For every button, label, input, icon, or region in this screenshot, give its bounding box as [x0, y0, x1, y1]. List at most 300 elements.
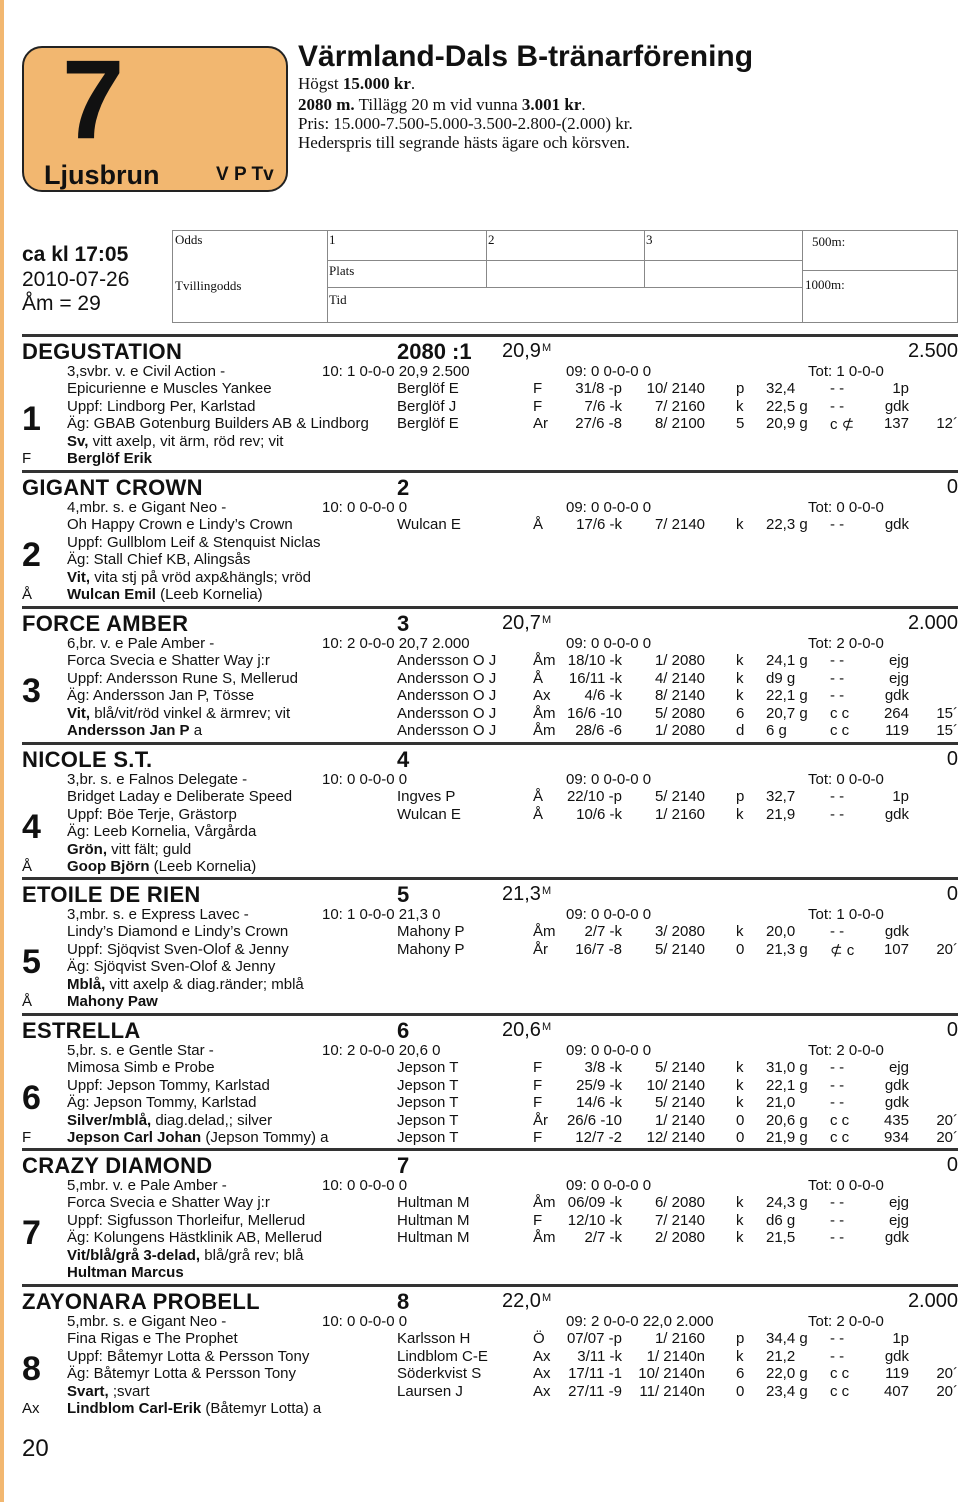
colors-main: Silver/mblå, [67, 1111, 152, 1129]
start-date: 4/6 -k [584, 687, 622, 705]
start-placing: 4/ 2140 [654, 669, 705, 687]
track-name: Ljusbrun [44, 160, 160, 190]
start-track: Å [533, 788, 544, 806]
start-track-cond: 6 [736, 1365, 745, 1383]
start-track: Ax [533, 1365, 551, 1383]
start-number: 7 [22, 1213, 41, 1252]
start-time: 20,0 [766, 923, 796, 941]
horse-separator [22, 742, 958, 745]
race-prizes: Pris: 15.000-7.500-5.000-3.500-2.800-(2.000) kr. [298, 114, 633, 133]
driver [67, 993, 158, 1010]
start-track-cond: k [736, 1094, 744, 1112]
driver-note: (Båtemyr Lotta) a [201, 1400, 322, 1417]
post-position: 7 [397, 1153, 410, 1178]
1000m-label: 1000m: [805, 277, 845, 292]
start-time: 22,3 g [766, 516, 808, 534]
driver-name: Lindblom Carl-Erik [67, 1400, 202, 1417]
start-track: Ax [533, 687, 551, 705]
start-track-cond: k [736, 923, 744, 941]
start-driver: Hultman M [397, 1194, 470, 1212]
horse-info: 6,br. v. e Pale Amber - [67, 635, 215, 652]
start-odds: ejg [888, 669, 909, 687]
start-track: Å [533, 669, 544, 687]
place-1-label: 1 [329, 232, 336, 247]
start-driver: Jepson T [397, 1076, 459, 1094]
start-track-cond: p [736, 380, 745, 398]
horse-separator [22, 1284, 958, 1287]
start-odds: 137 [883, 415, 909, 433]
start-odds: gdk [884, 516, 909, 534]
horse-info: 3,br. s. e Falnos Delegate - [67, 771, 248, 788]
stats-2009: 09: 0 0-0-0 0 [566, 499, 652, 516]
start-prize: 15´ [936, 704, 958, 722]
start-driver: Laursen J [397, 1382, 463, 1400]
start-driver: Andersson O J [397, 722, 497, 739]
start-time: 22,1 g [766, 687, 808, 705]
post-position: 2080 :1 [397, 339, 472, 364]
colors-main: Sv, [67, 432, 89, 450]
horse-info: 5,mbr. v. e Pale Amber - [67, 1177, 227, 1194]
start-prize: 20´ [936, 1365, 958, 1383]
start-track: År [533, 940, 548, 958]
start-date: 17/6 -k [576, 516, 622, 534]
start-track-cond: 0 [736, 1129, 745, 1146]
start-date: 18/10 -k [567, 652, 622, 670]
record-time: 20,7 [502, 612, 541, 634]
start-time: 21,9 [766, 805, 796, 823]
start-driver: Andersson O J [397, 669, 497, 687]
stats-2010: 10: 2 0-0-0 20,6 0 [322, 1042, 441, 1059]
colors [67, 841, 191, 858]
owner: Äg: GBAB Gotenburg Builders AB & Lindborg [67, 415, 369, 433]
start-shoe-info: c c [830, 1111, 850, 1129]
colors-detail: diag.delad,; silver [151, 1111, 273, 1129]
start-driver: Berglöf E [397, 415, 459, 433]
start-placing: 2/ 2080 [654, 1229, 705, 1247]
driver-note: (Leeb Kornelia) [155, 586, 263, 603]
stats-2010: 10: 2 0-0-0 20,7 2.000 [322, 635, 470, 652]
start-track-cond: k [736, 805, 744, 823]
start-driver: Jepson T [397, 1111, 459, 1129]
record-type: M [541, 1292, 552, 1304]
start-placing: 6/ 2080 [654, 1194, 705, 1212]
odds-label: Odds [175, 232, 203, 247]
start-driver: Ingves P [397, 788, 456, 806]
colors-main: Vit, [67, 704, 91, 722]
start-shoe-info: c c [830, 1382, 850, 1400]
start-odds: 1p [892, 788, 909, 806]
start-odds: gdk [884, 1229, 909, 1247]
stats-total: Tot: 2 0-0-0 [808, 1313, 884, 1330]
start-odds: 107 [883, 940, 909, 958]
start-placing: 1/ 2080 [654, 652, 705, 670]
start-date: 06/09 -k [567, 1194, 622, 1212]
stats-2010: 10: 1 0-0-0 20,9 2.500 [322, 363, 470, 380]
start-placing: 1/ 2140n [646, 1347, 705, 1365]
stats-2009: 09: 0 0-0-0 0 [566, 1177, 652, 1194]
start-placing: 1/ 2140 [654, 1111, 705, 1129]
start-odds: 435 [883, 1111, 909, 1129]
start-date: 2/7 -k [584, 923, 622, 941]
start-shoe-info: - - [830, 397, 845, 415]
colors-main: Mblå, [67, 975, 106, 993]
start-odds: 1p [892, 1330, 909, 1348]
start-track-cond: 0 [736, 1111, 745, 1129]
start-odds: gdk [884, 923, 909, 941]
start-shoe-info: c c [830, 1365, 850, 1383]
start-odds: 119 [885, 722, 909, 739]
start-date: 10/6 -k [576, 805, 622, 823]
record-type: M [541, 885, 552, 897]
colors [67, 1383, 150, 1400]
start-shoe-info: - - [830, 1211, 845, 1229]
start-time: 32,4 [766, 380, 796, 398]
owner: Äg: Båtemyr Lotta & Persson Tony [67, 1365, 297, 1383]
start-odds: gdk [884, 1076, 909, 1094]
start-prize: 15´ [936, 722, 958, 739]
breeder: Uppf: Sigfusson Thorleifur, Mellerud [67, 1211, 306, 1229]
stats-2010: 10: 0 0-0-0 0 [322, 771, 408, 788]
record-type: M [541, 342, 552, 354]
start-odds: ejg [888, 1059, 909, 1077]
grid-line [486, 230, 487, 287]
page-number: 20 [22, 1435, 49, 1462]
race-honorary-prize: Hederspris till segrande hästs ägare och körsven. [298, 133, 630, 152]
owner: Äg: Andersson Jan P, Tösse [67, 687, 255, 705]
start-shoe-info: - - [830, 380, 845, 398]
start-date: 16/6 -10 [566, 704, 622, 722]
breeder: Uppf: Lindborg Per, Karlstad [67, 397, 256, 415]
start-placing: 8/ 2100 [654, 415, 705, 433]
driver-note: (Leeb Kornelia) [149, 858, 257, 875]
start-prize: 20´ [936, 940, 958, 958]
start-track: År [533, 1111, 548, 1129]
record-time: 20,6 [502, 1019, 541, 1041]
start-placing: 7/ 2140 [654, 1211, 705, 1229]
shoe-marker: F [22, 1129, 32, 1146]
owner: Äg: Kolungens Hästklinik AB, Mellerud [67, 1229, 323, 1247]
pedigree: Epicurienne e Muscles Yankee [67, 380, 272, 398]
stats-2009: 09: 0 0-0-0 0 [566, 363, 652, 380]
start-date: 27/6 -8 [575, 415, 622, 433]
colors-detail: vitt fält; guld [107, 840, 192, 858]
start-date: 3/8 -k [584, 1059, 622, 1077]
stats-total: Tot: 1 0-0-0 [808, 906, 884, 923]
start-track: F [533, 397, 543, 415]
earnings: 0 [946, 476, 958, 498]
start-odds: ejg [888, 1211, 909, 1229]
breeder: Uppf: Sjöqvist Sven-Olof & Jenny [67, 940, 289, 958]
start-driver: Jepson T [397, 1129, 459, 1146]
start-time: 24,3 g [766, 1194, 808, 1212]
pedigree: Forca Svecia e Shatter Way j:r [67, 652, 270, 670]
stats-total: Tot: 0 0-0-0 [808, 1177, 884, 1194]
grid-line [327, 230, 328, 322]
horse-name: NICOLE S.T. [22, 747, 153, 772]
horse-separator [22, 1013, 958, 1016]
pedigree: Lindy’s Diamond e Lindy’s Crown [67, 923, 289, 941]
start-track-cond: k [736, 1211, 744, 1229]
shoe-marker: Å [22, 858, 33, 875]
breeder: Uppf: Andersson Rune S, Mellerud [67, 669, 298, 687]
stats-2009: 09: 2 0-0-0 22,0 2.000 [566, 1313, 714, 1330]
start-date: 14/6 -k [576, 1094, 622, 1112]
driver [67, 450, 152, 467]
driver-name: Hultman Marcus [67, 1264, 184, 1281]
start-shoe-info: - - [830, 669, 845, 687]
start-prize: 20´ [936, 1129, 958, 1146]
start-track-cond: p [736, 1330, 745, 1348]
start-time: 20,9 g [766, 415, 808, 433]
start-time: 20,7 g [766, 704, 808, 722]
start-track: F [533, 1076, 543, 1094]
owner: Äg: Jepson Tommy, Karlstad [67, 1094, 257, 1112]
start-track: Å [533, 805, 544, 823]
race-title: Värmland-Dals B-tränarförening [298, 40, 754, 73]
start-track-cond: 5 [736, 415, 745, 433]
start-driver: Lindblom C-E [397, 1347, 488, 1365]
start-number: 5 [22, 942, 41, 981]
driver [67, 586, 263, 603]
horse-name: ETOILE DE RIEN [22, 882, 201, 907]
colors [67, 976, 304, 993]
start-time: 31,0 g [766, 1059, 808, 1077]
earnings: 2.000 [907, 1290, 958, 1312]
start-driver: Jepson T [397, 1094, 459, 1112]
earnings: 0 [946, 1154, 958, 1176]
record-time: 21,3 [502, 883, 541, 905]
stats-total: Tot: 0 0-0-0 [808, 499, 884, 516]
start-date: 16/7 -8 [575, 940, 622, 958]
driver-name: Berglöf Erik [67, 450, 153, 467]
start-track: Åm [533, 1229, 556, 1247]
start-date: 25/9 -k [576, 1076, 622, 1094]
start-number: 2 [22, 535, 41, 574]
race-number: 7 [62, 37, 121, 162]
tvillingodds-label: Tvillingodds [175, 278, 242, 293]
start-track: F [533, 1129, 543, 1146]
start-odds: 119 [885, 1365, 909, 1383]
start-placing: 10/ 2140n [638, 1365, 705, 1383]
start-driver: Wulcan E [397, 516, 461, 534]
driver-name: Andersson Jan P [67, 722, 190, 739]
start-driver: Andersson O J [397, 652, 497, 670]
horse-separator [22, 877, 958, 880]
start-shoe-info: c c [830, 704, 850, 722]
start-time: d6 g [766, 1211, 796, 1229]
start-track: Åm [533, 1194, 556, 1212]
start-driver: Wulcan E [397, 805, 461, 823]
stats-total: Tot: 1 0-0-0 [808, 363, 884, 380]
start-placing: 5/ 2140 [654, 788, 705, 806]
stats-2010: 10: 1 0-0-0 21,3 0 [322, 906, 441, 923]
record-type: M [541, 1021, 552, 1033]
pedigree: Bridget Laday e Deliberate Speed [67, 788, 293, 806]
race-condition-1: Högst 15.000 kr. [298, 74, 416, 93]
colors [67, 433, 283, 450]
grid-line [172, 230, 958, 231]
start-time: 21,9 g [766, 1129, 808, 1146]
page-edge-stripe [0, 0, 4, 1502]
start-placing: 10/ 2140 [646, 380, 705, 398]
start-driver: Andersson O J [397, 687, 497, 705]
stats-2009: 09: 0 0-0-0 0 [566, 906, 652, 923]
best-record [502, 1019, 551, 1042]
plats-label: Plats [329, 263, 355, 278]
start-time: 20,6 g [766, 1111, 808, 1129]
start-driver: Andersson O J [397, 704, 497, 722]
start-track-cond: k [736, 1076, 744, 1094]
start-odds: gdk [884, 805, 909, 823]
start-shoe-info: ⊄ c [830, 941, 855, 959]
best-record [502, 1290, 551, 1313]
start-driver: Mahony P [397, 940, 465, 958]
horse-info: 3,svbr. v. e Civil Action - [67, 363, 226, 380]
record-type: M [541, 614, 552, 626]
horse-name: CRAZY DIAMOND [22, 1153, 213, 1178]
pedigree: Oh Happy Crown e Lindy’s Crown [67, 516, 293, 534]
place-2-label: 2 [488, 232, 495, 247]
start-track: Ax [533, 1382, 551, 1400]
driver [67, 1264, 184, 1281]
grid-line [172, 230, 173, 322]
stats-2010: 10: 0 0-0-0 0 [322, 1313, 408, 1330]
grid-line [802, 230, 803, 322]
colors [67, 1247, 304, 1264]
horse-name: ESTRELLA [22, 1018, 141, 1043]
start-placing: 5/ 2140 [654, 940, 705, 958]
start-shoe-info: - - [830, 805, 845, 823]
post-position: 5 [397, 882, 410, 907]
start-track-cond: p [736, 788, 745, 806]
tid-label: Tid [329, 292, 347, 307]
pedigree: Fina Rigas e The Prophet [67, 1330, 238, 1348]
start-track-cond: k [736, 1347, 744, 1365]
earnings: 0 [946, 883, 958, 905]
start-shoe-info: - - [830, 1094, 845, 1112]
start-date: 16/11 -k [568, 669, 622, 687]
start-time: 23,4 g [766, 1382, 808, 1400]
start-date: 28/6 -6 [575, 722, 622, 739]
start-placing: 1/ 2160 [654, 1330, 705, 1348]
start-odds: 1p [892, 380, 909, 398]
record-time: 20,9 [502, 340, 541, 362]
breeder: Uppf: Gullblom Leif & Stenquist Niclas [67, 533, 321, 551]
horse-separator [22, 470, 958, 473]
stats-total: Tot: 2 0-0-0 [808, 635, 884, 652]
start-odds: ejg [888, 652, 909, 670]
stats-2010: 10: 0 0-0-0 0 [322, 1177, 408, 1194]
start-placing: 3/ 2080 [654, 923, 705, 941]
start-number: 4 [22, 807, 41, 846]
start-track-cond: k [736, 397, 744, 415]
pedigree: Mimosa Simb e Probe [67, 1059, 215, 1077]
start-shoe-info: - - [830, 1229, 845, 1247]
start-track-cond: 0 [736, 1382, 745, 1400]
driver-name: Goop Björn [67, 858, 150, 875]
start-driver: Karlsson H [397, 1330, 471, 1348]
horse-name: ZAYONARA PROBELL [22, 1289, 260, 1314]
start-shoe-info: - - [830, 516, 845, 534]
grid-line [802, 270, 958, 271]
start-shoe-info: c c [830, 1129, 850, 1146]
start-date: 07/07 -p [566, 1330, 622, 1348]
start-time: ca kl 17:05 [22, 243, 129, 266]
stats-2010: 10: 0 0-0-0 0 [322, 499, 408, 516]
start-time: d9 g [766, 669, 796, 687]
horse-info: 4,mbr. s. e Gigant Neo - [67, 499, 227, 516]
start-number: 8 [22, 1349, 41, 1388]
start-time: 21,5 [766, 1229, 796, 1247]
start-track: Åm [533, 704, 556, 722]
breeder: Uppf: Böe Terje, Grästorp [67, 805, 237, 823]
post-position: 8 [397, 1289, 410, 1314]
grid-line [957, 230, 958, 322]
driver-name: Jepson Carl Johan [67, 1129, 202, 1146]
start-shoe-info: - - [830, 1194, 845, 1212]
driver [67, 858, 256, 875]
horse-info: 3,mbr. s. e Express Lavec - [67, 906, 249, 923]
horse-name: DEGUSTATION [22, 339, 183, 364]
horse-info: 5,mbr. s. e Gigant Neo - [67, 1313, 227, 1330]
colors-detail: blå/vit/röd vinkel & ärmrev; vit [90, 704, 291, 722]
start-placing: 10/ 2140 [646, 1076, 705, 1094]
start-track-cond: k [736, 1194, 744, 1212]
driver-note: (Jepson Tommy) a [201, 1129, 329, 1146]
grid-line [172, 322, 958, 323]
start-shoe-info: - - [830, 1330, 845, 1348]
horse-info: 5,br. s. e Gentle Star - [67, 1042, 214, 1059]
start-track-cond: k [736, 652, 744, 670]
breeder: Uppf: Båtemyr Lotta & Persson Tony [67, 1347, 310, 1365]
start-track-cond: k [736, 669, 744, 687]
start-shoe-info: - - [830, 1059, 845, 1077]
stats-total: Tot: 0 0-0-0 [808, 771, 884, 788]
owner: Äg: Sjöqvist Sven-Olof & Jenny [67, 958, 276, 976]
colors-main: Svart, [67, 1382, 109, 1400]
colors [67, 705, 290, 722]
colors-detail: blå/grå rev; blå [200, 1246, 304, 1264]
start-odds: gdk [884, 397, 909, 415]
driver [67, 1400, 321, 1417]
best-record [502, 612, 551, 635]
colors-detail: ;svart [108, 1382, 150, 1400]
start-shoe-info: - - [830, 788, 845, 806]
pedigree: Forca Svecia e Shatter Way j:r [67, 1194, 270, 1212]
horse-name: GIGANT CROWN [22, 475, 203, 500]
start-time: 22,1 g [766, 1076, 808, 1094]
start-track-cond: k [736, 1229, 744, 1247]
start-placing: 1/ 2160 [654, 805, 705, 823]
colors-main: Vit, [67, 568, 91, 586]
start-placing: 11/ 2140n [639, 1382, 705, 1400]
start-driver: Hultman M [397, 1229, 470, 1247]
horse-name: FORCE AMBER [22, 611, 189, 636]
start-number: 6 [22, 1078, 41, 1117]
start-track: Ax [533, 1347, 551, 1365]
post-position: 2 [397, 475, 410, 500]
start-prize: 20´ [936, 1382, 958, 1400]
start-odds: gdk [884, 687, 909, 705]
shoe-marker: Å [22, 586, 33, 603]
start-time: 6 g [766, 722, 787, 739]
start-track-cond: d [736, 722, 745, 739]
start-time: 21,3 g [766, 940, 808, 958]
500m-label: 500m: [812, 234, 846, 249]
start-odds: 264 [883, 704, 909, 722]
stats-2009: 09: 0 0-0-0 0 [566, 771, 652, 788]
earnings: 2.000 [907, 612, 958, 634]
